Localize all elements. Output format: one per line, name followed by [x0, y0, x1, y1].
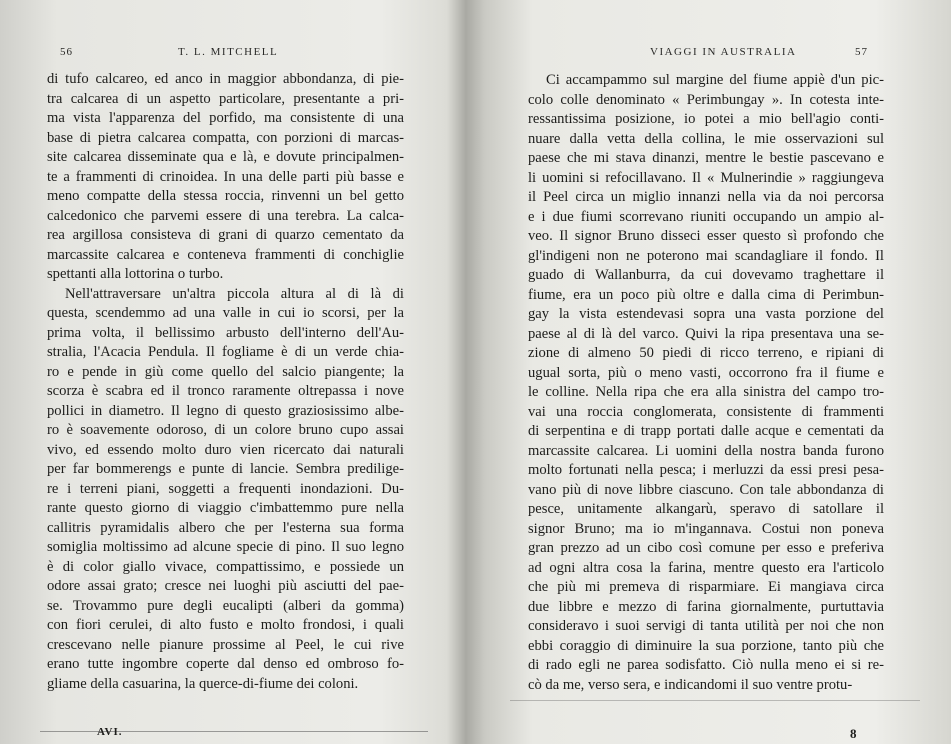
left-running-head: T. L. MITCHELL — [178, 46, 279, 58]
text-line: di serpentina e di trapp portati dalle acque e cementati da — [528, 423, 884, 439]
text-line: callitris pyramidalis albero che per l'esterna sua forma — [47, 519, 404, 536]
text-line: paese al di là del varco. Quivi la ripa presentava una se- — [528, 325, 884, 342]
text-line: molto fortunati nella pesca; i merluzzi da essi presi pesa- — [528, 462, 884, 478]
text-line: paese che mi stava dinanzi, mentre le bestie pascevano e — [528, 150, 884, 166]
text-line: marcassite calcarea e conteneva frammenti di conchiglie — [47, 246, 404, 263]
text-line: tra calcarea di un aspetto particolare, presentante a pri- — [47, 90, 404, 107]
text-line: cò da me, verso sera, e indicandomi il suo ventre protu- — [528, 676, 853, 693]
text-line: di tufo calcareo, ed anco in maggior abbondanza, di pie- — [47, 71, 404, 87]
text-line: di rado egli ne parea sodisfatto. Ciò nulla meno ei si re- — [528, 657, 884, 673]
text-line: guado di Wallanburra, da cui dovevamo traghettare il — [528, 267, 884, 283]
text-line: le colline. Nella ripa che era alla sinistra del campo tro- — [528, 384, 884, 400]
left-page — [0, 0, 468, 744]
text-line: colo colle denominato « Perimbungay ». In cotesta inte- — [528, 91, 884, 108]
right-page — [470, 0, 951, 744]
text-line: erano tutte ingombre coperte dal denso ed ombroso fo- — [47, 656, 404, 672]
text-line: ressantissima posizione, io potei a mio bell'agio conti- — [528, 111, 884, 127]
text-line: che più mi premeva di risparmiare. Ei mangiava circa — [528, 579, 884, 595]
text-line: rante questo giorno di viaggio c'imbattemmo pure nella — [47, 500, 404, 516]
text-line: odore assai grato; cresce nei luoghi più asciutti del pae- — [47, 578, 404, 594]
text-line: con fiori cerulei, di alto fusto e molto frondosi, i quali — [47, 617, 404, 633]
text-line: somiglia moltissimo ad alcune specie di pino. Il suo legno — [47, 539, 404, 555]
left-page-number: 56 — [60, 46, 73, 58]
text-line: due libbre e mezzo di farina giornalmente, purtuttavia — [528, 598, 884, 615]
text-line: crescevano nelle pianure prossime al Peel, le cui rive — [47, 636, 404, 653]
text-line: re i terreni piani, soggetti a frequenti inondazioni. Du- — [47, 480, 404, 497]
text-line: ro è soavemente odoroso, di un colore bruno cupo assai — [47, 422, 404, 438]
left-body-text — [47, 70, 404, 694]
text-line: calcedonico che parvemi essere di una terebra. La calca- — [47, 207, 404, 224]
text-line: per far bommerengs e punte di lancie. Sembra predilige- — [47, 461, 404, 477]
text-line: il Peel circa un miglio innanzi nella via da noi percorsa — [528, 189, 884, 205]
text-line: se. Trovammo pure degli eucalipti (alberi da gomma) — [47, 597, 404, 614]
text-line: gran prezzo ad un cibo così comune per esso e preferiva — [528, 540, 884, 556]
left-footer-signature: AVI. — [97, 726, 123, 738]
right-page-number: 57 — [855, 46, 868, 58]
text-line: zione di almeno 50 piedi di ricco terreno, e ripiani di — [528, 345, 884, 361]
text-line: ma vista l'apparenza del porfido, ma consistente di una — [47, 110, 404, 126]
text-line: questa, scendemmo ad una valle in cui io scorsi, per la — [47, 305, 404, 321]
right-body-text — [528, 71, 884, 695]
text-line: consideravo i suoi servigi di tanta utilità per noi che non — [528, 618, 884, 634]
text-line: veo. Il signor Bruno disseci esser questo sì profondo che — [528, 228, 884, 244]
text-line: scorza è scabra ed il tronco raramente oltrepassa i nove — [47, 383, 404, 399]
text-line: meno compatte della stessa roccia, rinvenni un bel getto — [47, 188, 404, 204]
text-line: pollici in diametro. Il legno di questo graziosissimo albe- — [47, 402, 404, 419]
text-line: ebbi coraggio di diminuire la sua porzione, tanto più che — [528, 637, 884, 654]
text-line: spettanti alla lottorina o turbo. — [47, 266, 224, 282]
text-line: ad ogni altra cosa la farina, mentre questo era l'articolo — [528, 559, 884, 576]
right-footer-number: 8 — [850, 726, 857, 741]
text-line: gay la vista estendevasi sopra una vasta porzione del — [528, 306, 884, 322]
text-line: vai una roccia conglomerata, consistente di frammenti — [528, 403, 884, 420]
text-line: signor Bruno; ma io m'ingannava. Costui non poneva — [528, 520, 884, 537]
right-bottom-rule — [510, 700, 920, 701]
text-line: base di pietra calcarea compatta, con porzioni di marcas- — [47, 129, 404, 146]
text-line: site calcarea disseminate qua e là, e dovute principalmen- — [47, 149, 404, 165]
text-line: pesce, unitamente alkangarù, speravo di satollare il — [528, 501, 884, 517]
text-line: ugual sorta, più o meno vasti, occorrono fra il fiume e — [528, 364, 884, 381]
text-line: Nell'attraversare un'altra piccola altura al di là di — [65, 285, 404, 302]
right-running-head: VIAGGI IN AUSTRALIA — [650, 46, 797, 58]
text-line: e i due fiumi scorrevano riuniti occupando un ampio al- — [528, 208, 884, 225]
text-line: te a frammenti di crinoidea. In una delle parti più basse e — [47, 168, 404, 185]
text-line: marcassite calcarea. Li uomini della nostra banda furono — [528, 442, 884, 459]
text-line: prima volta, il bellissimo arbusto dell'interno dell'Au- — [47, 324, 404, 341]
text-line: gliame della casuarina, la querce-di-fiume dei coloni. — [47, 675, 359, 692]
text-line: Ci accampammo sul margine del fiume appiè d'un pic- — [546, 72, 884, 88]
text-line: vivo, ed essendo molto duro vien ricercato dai naturali — [47, 441, 404, 458]
text-line: vano più di nove libbre ciascuno. Con tale abbondanza di — [528, 481, 884, 498]
text-line: è di color giallo vivace, compattissimo, e possiede un — [47, 558, 404, 575]
text-line: li uomini si refocillavano. Il « Mulnerindie » raggiungeva — [528, 169, 884, 186]
text-line: stralia, l'Acacia Pendula. Il fogliame è di un verde chia- — [47, 344, 404, 360]
text-line: ro e pende in giù come quello del salcio piangente; la — [47, 363, 404, 380]
text-line: gl'indigeni non ne poterono mai scandagliare il fondo. Il — [528, 247, 884, 264]
text-line: fiume, era un poco più oltre e dalla cima di Perimbun- — [528, 286, 884, 303]
text-line: rea argillosa consisteva di grani di quarzo cementato da — [47, 227, 404, 243]
text-line: nuare dalla vetta della collina, le mie osservazioni sul — [528, 130, 884, 147]
